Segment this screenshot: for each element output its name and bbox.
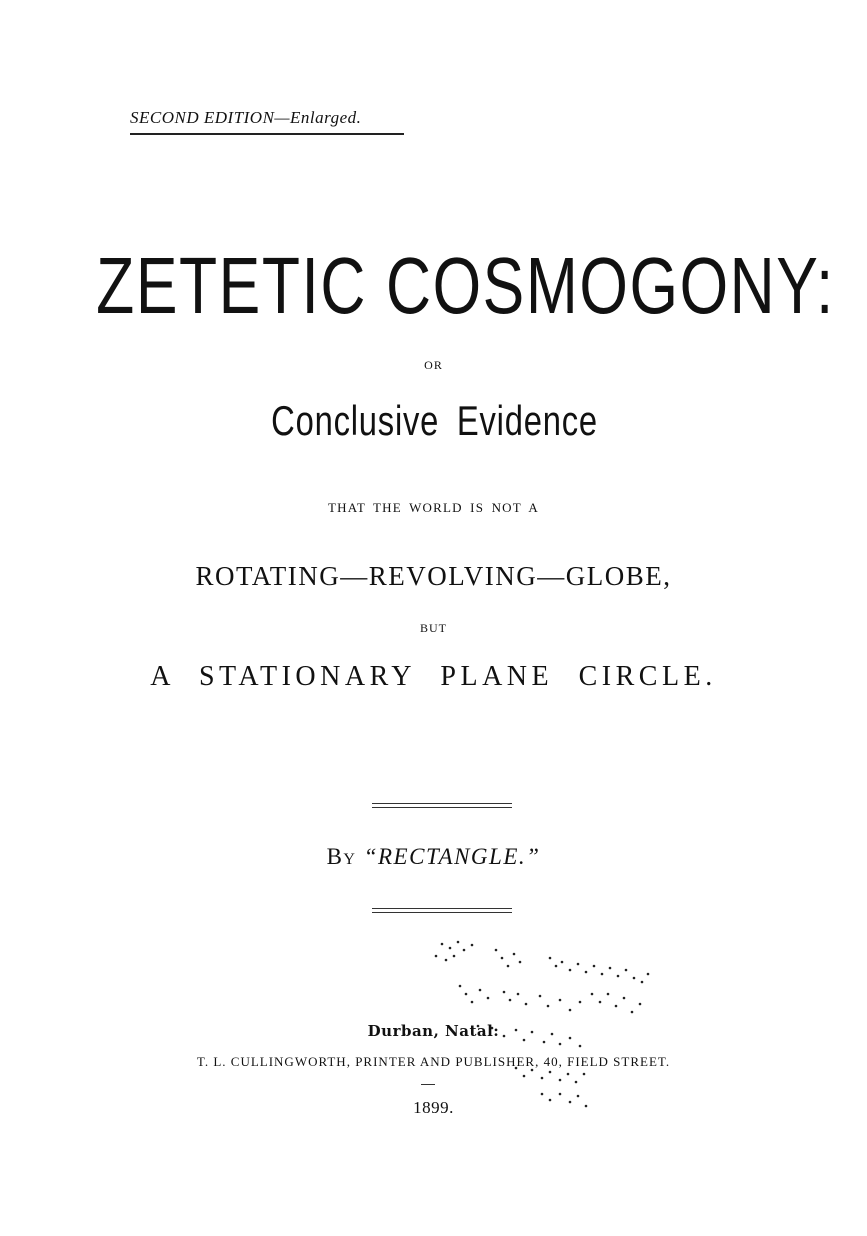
that-line: THAT THE WORLD IS NOT A xyxy=(327,500,539,515)
byline-by: By xyxy=(326,844,357,869)
edition-underline xyxy=(130,133,404,135)
book-title: ZETETIC COSMOGONY: xyxy=(96,241,835,330)
ornamental-double-rule-bottom xyxy=(372,908,512,913)
publication-place: Durban, Natal: xyxy=(367,1022,500,1040)
edition-note: SECOND EDITION—Enlarged. xyxy=(130,108,362,127)
publication-year: 1899. xyxy=(413,1098,454,1117)
ornamental-double-rule-top xyxy=(372,803,512,808)
negation-line: ROTATING—REVOLVING—GLOBE, xyxy=(195,561,672,591)
book-subtitle: Conclusive Evidence xyxy=(271,397,598,444)
but-connector: BUT xyxy=(420,621,447,635)
short-dash xyxy=(421,1084,435,1085)
byline xyxy=(0,844,867,870)
assertion-line: A STATIONARY PLANE CIRCLE. xyxy=(150,661,717,692)
byline-author: “RECTANGLE.” xyxy=(363,844,541,869)
or-connector: OR xyxy=(424,358,443,372)
printer-line: T. L. CULLINGWORTH, PRINTER AND PUBLISHER, 40, FIELD STREET. xyxy=(196,1054,671,1069)
